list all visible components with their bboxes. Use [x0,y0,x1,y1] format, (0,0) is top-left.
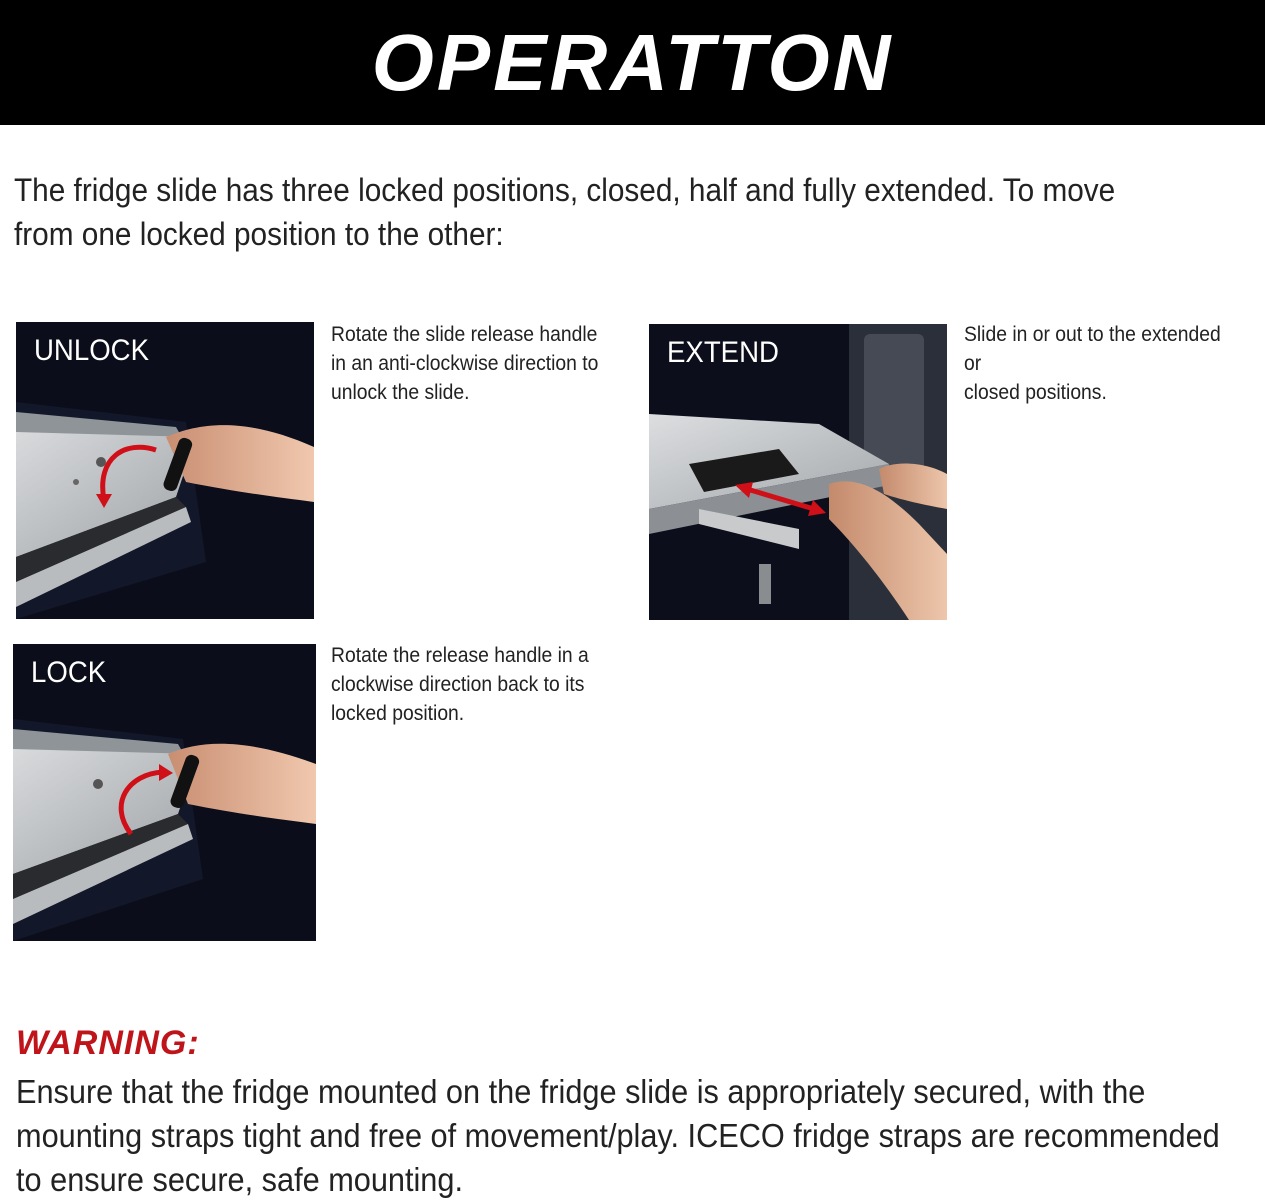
extend-desc-line: closed positions. [964,381,1107,404]
unlock-label: UNLOCK [34,334,150,367]
extend-label: EXTEND [667,336,779,369]
lock-description [331,641,589,728]
extend-desc-line: Slide in or out to the extended or [964,323,1221,375]
unlock-desc-line: Rotate the slide release handle [331,323,598,346]
lock-photo [13,644,316,941]
lock-desc-line: locked position. [331,702,465,725]
unlock-desc-line: unlock the slide. [331,381,470,404]
title-banner [0,0,1265,125]
unlock-desc-line: in an anti-clockwise direction to [331,352,599,375]
warning-title: WARNING: [16,1024,200,1062]
lock-label: LOCK [31,656,107,689]
extend-photo [649,324,947,620]
lock-desc-line: Rotate the release handle in a [331,644,589,667]
unlock-photo [16,322,314,619]
unlock-description [331,320,598,407]
page-title: OPERATTON [371,17,894,107]
lock-desc-line: clockwise direction back to its [331,673,585,696]
intro-text: The fridge slide has three locked positions, closed, half and fully extended. To move from one locked position to the other: [14,172,1116,252]
extend-description [964,320,1241,407]
warning-text: Ensure that the fridge mounted on the fridge slide is appropriately secured, with the mounting straps tight and free of movement/play. ICECO fridge straps are recommended to ensure secure, safe mounting. [16,1073,1220,1198]
